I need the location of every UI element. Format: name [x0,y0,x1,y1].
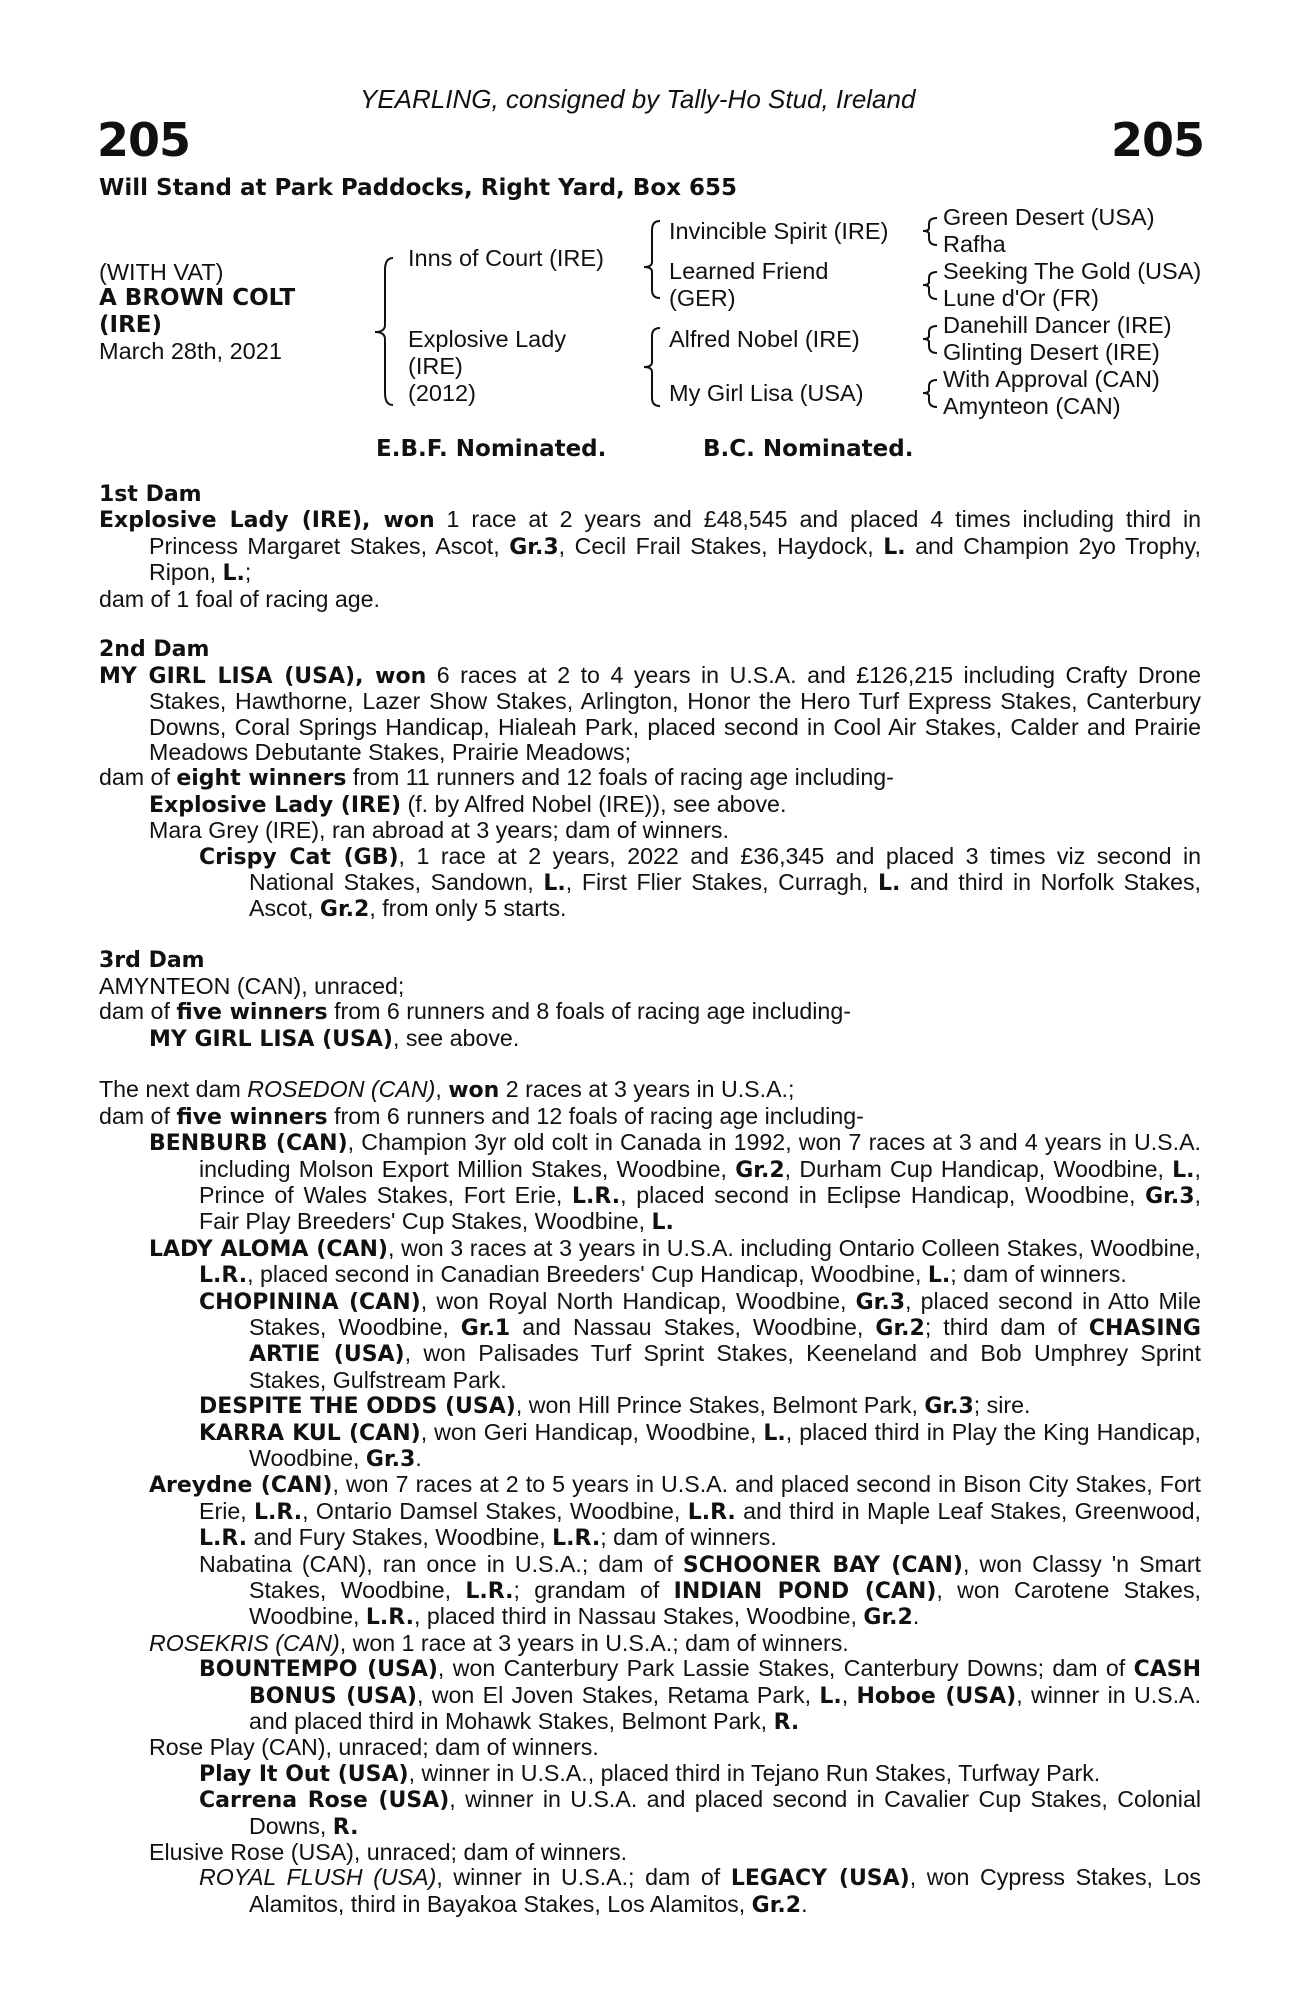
pedigree-entry [99,974,1201,999]
pedigree-dam-line3: (2012) [408,380,476,406]
text-run: and Fury Stakes, Woodbine, [247,1524,553,1551]
bold-run: Gr.3 [509,534,559,560]
text-run: ; sire. [973,1392,1031,1419]
bold-run: L.R. [552,1526,601,1552]
bold-run: L.R. [687,1499,736,1525]
italic-run: ROYAL FLUSH (USA) [199,1864,437,1891]
text-run: , won Cypress Stakes, Los Alamitos, third in Bayakoa Stakes, Los Alamitos, [249,1864,1202,1917]
text-run: and Champion 2yo Trophy, Ripon, [149,532,1201,586]
bc-nomination: B.C. Nominated. [703,436,914,462]
pedigree-entry [99,1656,1201,1735]
brace-gen3-4 [923,380,937,407]
bold-run: Hoboe (USA) [856,1683,1017,1709]
bold-run: CASH BONUS (USA) [249,1657,1201,1709]
pedigree-sire: Inns of Court (IRE) [408,245,604,271]
text-run: , from only 5 starts. [369,895,567,922]
dam-heading: 2nd Dam [99,637,210,663]
horse-origin: (IRE) [99,312,163,338]
dam-heading: 3rd Dam [99,948,205,974]
text-run: , placed second in Canadian Breeders' Cup Handicap, Woodbine, [247,1261,928,1288]
bold-run: Gr.3 [855,1289,906,1315]
italic-run: ROSEKRIS (CAN) [149,1629,340,1656]
pedigree-entry [99,663,1201,766]
pedigree-entry [99,1472,1201,1551]
brace-sire-parents [644,221,660,298]
bold-run: five winners [176,1104,328,1130]
bold-run: Gr.2 [735,1157,785,1183]
pedigree-entry [99,1631,1201,1656]
text-run: , Prince of Wales Stakes, Fort Erie, [199,1155,1201,1208]
text-run: , First Flier Stakes, Curragh, [565,869,878,896]
pedigree-entry [99,1735,1201,1760]
text-run: , won El Joven Stakes, Retama Park, [416,1681,820,1708]
lot-number-right: 205 [1110,113,1204,167]
bold-run: Explosive Lady (IRE), won [99,508,435,534]
text-run: , won Carotene Stakes, Woodbine, [249,1577,1201,1630]
ebf-nomination: E.B.F. Nominated. [376,436,607,462]
bold-run: L.R. [365,1605,414,1631]
text-run: , won 1 race at 3 years in U.S.A.; dam of winners. [339,1629,849,1656]
pedigree-entry [99,1761,1201,1787]
bold-run: BENBURB (CAN) [149,1131,348,1157]
horse-description: A BROWN COLT [99,285,296,311]
text-run: , Ontario Damsel Stakes, Woodbine, [302,1497,688,1524]
pedigree-entry [99,1393,1201,1419]
bold-run: Gr.3 [365,1446,416,1472]
pedigree-entry [99,1865,1201,1918]
bold-run: DESPITE THE ODDS (USA) [199,1394,516,1420]
pedigree-entry [99,1289,1201,1394]
bold-run: won [448,1078,500,1104]
pedigree-dam-sire: Alfred Nobel (IRE) [669,326,860,352]
pedigree-entry [99,1840,1201,1865]
text-run: , placed third in Play the King Handicap, Woodbine, [249,1418,1201,1471]
stand-location: Will Stand at Park Paddocks, Right Yard, Box 655 [99,175,737,201]
brace-gen3-3 [923,326,937,353]
pedigree-entry [99,1236,1201,1289]
bold-run: Gr.3 [924,1394,974,1420]
catalogue-text [99,482,1201,1918]
pedigree-sire-dam-line1: Learned Friend [669,258,829,284]
bold-run: Crispy Cat (GB) [199,844,399,870]
bold-run: L. [927,1263,951,1289]
brace-dam-parents [644,328,660,406]
pedigree-entry [99,1420,1201,1473]
text-run: , won 3 races at 3 years in U.S.A. including Ontario Colleen Stakes, Woodbine, [387,1234,1202,1261]
foaling-date: March 28th, 2021 [99,338,282,364]
pedigree-entry [99,1026,1201,1052]
text-run: ; third dam of [924,1313,1089,1340]
bold-run: CHASING ARTIE (USA) [249,1315,1201,1368]
bold-run: L. [1172,1157,1195,1183]
text-run: dam of [99,764,177,791]
text-run: , won Royal North Handicap, Woodbine, [420,1287,856,1314]
text-run: 6 races at 2 to 4 years in U.S.A. and £126,215 including Crafty Drone Stakes, Hawthorne, Lazer Show Stakes, Arlington, Honor the Hero Turf Express Stakes, Canterbury Downs, Coral Springs Handicap, Hialeah Park, placed second in Cool Air Stakes, Calder and Prairie Meadows Debutante Stakes, Prairie Meadows; [149,661,1202,766]
pedigree-entry [99,1104,1201,1130]
text-run: , won 7 races at 2 to 5 years in U.S.A. and placed second in Bison City Stakes, Fort Erie, [199,1471,1202,1524]
pedigree-dsd: Glinting Desert (IRE) [943,339,1160,365]
text-run: from 6 runners and 8 foals of racing age including- [327,998,851,1025]
pedigree-dam-dam: My Girl Lisa (USA) [669,380,864,406]
text-run: ; dam of winners. [600,1524,777,1551]
text-run: and third in Maple Leaf Stakes, Greenwood, [735,1497,1201,1524]
text-run: and third in Norfolk Stakes, Ascot, [249,869,1202,922]
bold-run: eight winners [176,766,347,792]
bold-run: Gr.2 [751,1892,802,1918]
bold-run: Gr.2 [319,897,370,923]
bold-run: L. [222,561,245,587]
text-run: , placed second in Eclipse Handicap, Woodbine, [620,1181,1146,1208]
bold-run: L.R. [199,1263,248,1289]
bold-run: L. [883,534,906,560]
text-run: dam of 1 foal of racing age. [99,585,381,612]
dam-heading: 1st Dam [99,482,202,507]
bold-run: CHOPININA (CAN) [199,1289,421,1315]
pedigree-sss: Green Desert (USA) [943,204,1155,230]
text-run: , won Palisades Turf Sprint Stakes, Keeneland and Bob Umphrey Sprint Stakes, Gulfstream Park. [249,1340,1201,1393]
text-run: , placed third in Nassau Stakes, Woodbine, [413,1603,864,1630]
text-run: , winner in U.S.A.; dam of [436,1864,731,1891]
text-run: . [801,1890,808,1917]
text-run: ; dam of winners. [950,1261,1127,1288]
text-run: , winner in U.S.A. and placed third in Mohawk Stakes, Belmont Park, [249,1681,1201,1735]
consignment-header: YEARLING, consigned by Tally-Ho Stud, Ireland [360,84,916,114]
bold-run: MY GIRL LISA (USA) [149,1026,393,1052]
pedigree-entry [99,587,1201,612]
text-run: , won Geri Handicap, Woodbine, [420,1418,764,1445]
bold-run: R. [332,1814,359,1840]
text-run: from 11 runners and 12 foals of racing age including- [346,764,894,791]
text-run: , [841,1681,857,1708]
pedigree-entry [99,507,1201,586]
text-run: . [912,1603,920,1630]
bold-run: LADY ALOMA (CAN) [149,1236,388,1262]
text-run: , Fair Play Breeders' Cup Stakes, Woodbine, [199,1181,1201,1235]
text-run: 2 races at 3 years in U.S.A.; [499,1076,795,1103]
bold-run: SCHOONER BAY (CAN) [682,1552,963,1578]
text-run: dam of [99,998,177,1025]
pedigree-entry [99,765,1201,791]
dam-section [99,1077,1201,1918]
bold-run: L. [819,1683,842,1709]
bold-run: Carrena Rose (USA) [199,1788,450,1814]
brace-sire-dam [375,258,393,405]
bold-run: Play It Out (USA) [199,1761,409,1787]
pedigree-sire-dam-line2: (GER) [669,285,736,311]
bold-run: L.R. [465,1579,514,1605]
pedigree-sire-sire: Invincible Spirit (IRE) [669,218,889,244]
text-run: AMYNTEON (CAN), unraced; [99,972,405,999]
pedigree-ssd: Rafha [943,231,1006,257]
bold-run: L.R. [572,1183,621,1209]
text-run: The next dam [99,1076,248,1103]
text-run: , won Classy 'n Smart Stakes, Woodbine, [249,1550,1201,1604]
pedigree-sds: Seeking The Gold (USA) [943,258,1202,284]
text-run: , won Hill Prince Stakes, Belmont Park, [515,1392,925,1419]
brace-gen3-1 [923,218,937,245]
text-run: ; [244,559,252,586]
text-run: 1 race at 2 years and £48,545 and placed 4 times including third in Princess Margaret Stakes, Ascot, [149,506,1202,559]
text-run: dam of [99,1102,177,1129]
dam-section [99,637,1201,922]
pedigree-sdd: Lune d'Or (FR) [943,285,1099,311]
text-run: , 1 race at 2 years, 2022 and £36,345 and placed 3 times viz second in National Stakes, Sandown, [249,842,1201,896]
bold-run: BOUNTEMPO (USA) [199,1657,438,1683]
bold-run: L.R. [254,1499,303,1525]
bold-run: Explosive Lady (IRE) [149,792,402,818]
pedigree-entry [99,1552,1201,1631]
bold-run: five winners [176,1000,328,1026]
text-run: , Durham Cup Handicap, Woodbine, [784,1155,1173,1182]
bold-run: INDIAN POND (CAN) [673,1579,937,1605]
pedigree-entry [99,999,1201,1025]
bold-run: Gr.2 [875,1315,925,1341]
pedigree-entry [99,1130,1201,1236]
text-run: from 6 runners and 12 foals of racing age including- [327,1102,864,1129]
text-run: Mara Grey (IRE), ran abroad at 3 years; dam of winners. [149,817,729,844]
text-run: Rose Play (CAN), unraced; dam of winners. [149,1734,599,1761]
bold-run: Areydne (CAN) [149,1473,333,1499]
text-run: . [415,1444,422,1471]
pedigree-entry [99,792,1201,818]
text-run: , Champion 3yr old colt in Canada in 1992, won 7 races at 3 and 4 years in U.S.A. including Molson Export Million Stakes, Woodbine, [199,1129,1201,1182]
text-run: , winner in U.S.A., placed third in Tejano Run Stakes, Turfway Park. [408,1759,1101,1786]
bold-run: L. [877,871,901,897]
text-run: , see above. [392,1024,520,1051]
text-run: , Cecil Frail Stakes, Haydock, [558,532,884,559]
bold-run: LEGACY (USA) [730,1866,910,1892]
dam-section [99,482,1201,612]
lot-number-left: 205 [97,113,191,167]
text-run: (f. by Alfred Nobel (IRE)), see above. [401,790,787,817]
italic-run: ROSEDON (CAN) [247,1076,436,1103]
pedigree-entry [99,1077,1201,1103]
text-run: , won Canterbury Park Lassie Stakes, Canterbury Downs; dam of [437,1655,1134,1682]
brace-gen3-2 [923,272,937,299]
text-run: ; grandam of [513,1577,674,1604]
text-run: , placed second in Atto Mile Stakes, Woodbine, [249,1287,1201,1340]
pedigree-entry [99,1787,1201,1840]
pedigree-dss: Danehill Dancer (IRE) [943,312,1172,338]
pedigree-dds: With Approval (CAN) [943,366,1160,392]
bold-run: L.R. [199,1526,248,1552]
bold-run: Gr.2 [863,1605,913,1631]
text-run: Nabatina (CAN), ran once in U.S.A.; dam of [199,1550,683,1577]
text-run: and Nassau Stakes, Woodbine, [510,1313,876,1340]
pedigree-dam-line1: Explosive Lady [408,326,567,352]
pedigree-entry [99,844,1201,923]
pedigree-entry [99,818,1201,843]
bold-run: L. [651,1210,674,1236]
pedigree-ddd: Amynteon (CAN) [943,393,1121,419]
text-run: , [435,1076,449,1103]
pedigree-dam-line2: (IRE) [408,353,463,379]
bold-run: KARRA KUL (CAN) [199,1420,421,1446]
vat-note: (WITH VAT) [99,259,224,285]
bold-run: MY GIRL LISA (USA), won [99,663,427,689]
bold-run: L. [543,871,566,897]
text-run: , winner in U.S.A. and placed second in Cavalier Cup Stakes, Colonial Downs, [249,1786,1202,1839]
bold-run: Gr.1 [460,1315,511,1341]
dam-section [99,948,1201,1052]
bold-run: L. [763,1420,786,1446]
text-run: Elusive Rose (USA), unraced; dam of winners. [149,1839,628,1866]
bold-run: R. [773,1710,800,1736]
bold-run: Gr.3 [1145,1183,1195,1209]
